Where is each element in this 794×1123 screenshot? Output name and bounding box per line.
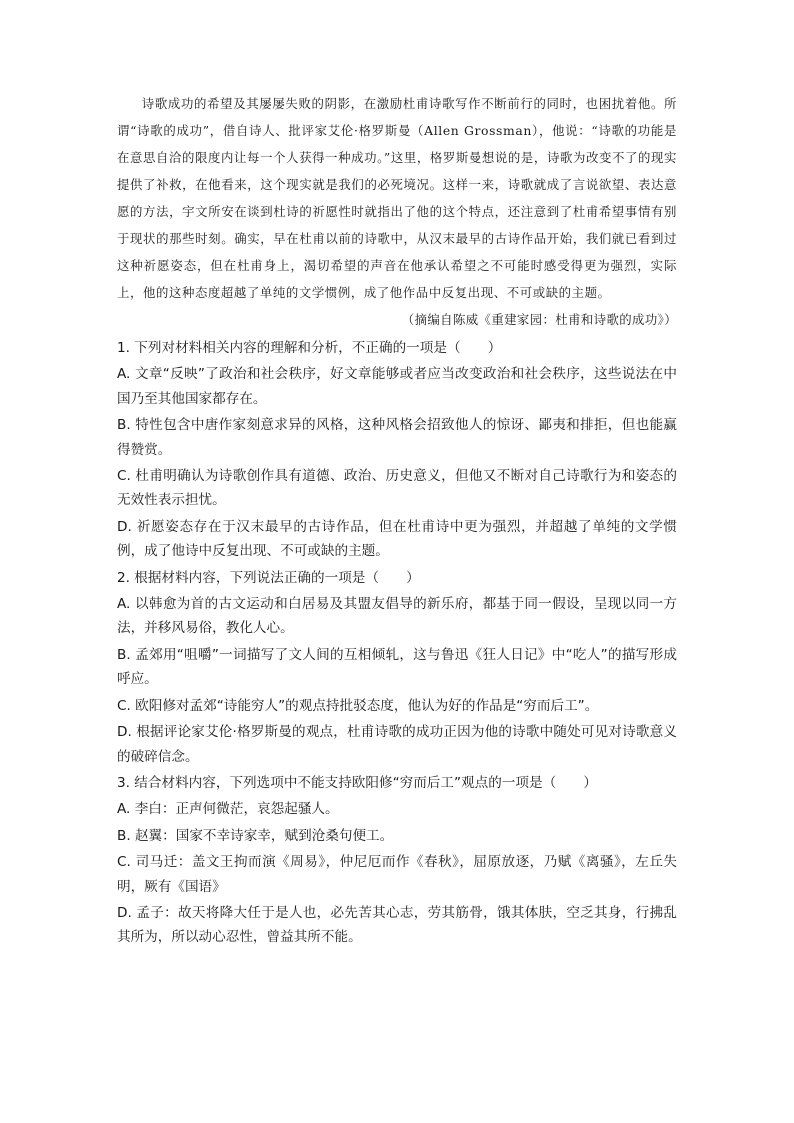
document-page [117, 90, 677, 950]
question-3 [117, 771, 677, 950]
option-b: B. 特性包含中唐作家刻意求异的风格，这种风格会招致他人的惊讶、鄙夷和排拒，但也能赢得赞赏。 [117, 417, 677, 458]
option-d: D. 祈愿姿态存在于汉末最早的古诗作品，但在杜甫诗中更为强烈，并超越了单纯的文学惯例，成了他诗中反复出现、不可或缺的主题。 [117, 518, 677, 560]
option-d: D. 孟子：故天将降大任于是人也，必先苦其心志，劳其筋骨，饿其体肤，空乏其身，行拂乱其所为，所以动心忍性，曾益其所不能。 [117, 904, 677, 946]
option-c: C. 司马迁：盖文王拘而演《周易》，仲尼厄而作《春秋》，屈原放逐，乃赋《离骚》，左丘失明，厥有《国语》 [117, 854, 677, 895]
option-c: C. 杜甫明确认为诗歌创作具有道德、政治、历史意义，但他又不断对自己诗歌行为和姿态的无效性表示担忧。 [117, 468, 677, 509]
option-d: D. 根据评论家艾伦·格罗斯曼的观点，杜甫诗歌的成功正因为他的诗歌中随处可见对诗歌意义的破碎信念。 [117, 724, 677, 765]
option-b: B. 赵翼：国家不幸诗家幸，赋到沧桑句便工。 [117, 827, 394, 844]
option-b: B. 孟郊用“咀嚼”一词描写了文人间的互相倾轧，这与鲁迅《狂人日记》中“吃人”的描写形成呼应。 [117, 646, 677, 688]
question-stem: 2. 根据材料内容，下列说法正确的一项是（ ） [117, 569, 420, 586]
passage-body: 诗歌成功的希望及其屡屡失败的阴影，在激励杜甫诗歌写作不断前行的同时，也困扰着他。所谓“诗歌的成功”，借自诗人、批评家艾伦·格罗斯曼（Allen Grossman），他说：“诗歌的功能是在意思自洽的限度内让每一个人获得一种成功。”这里，格罗斯曼想说的是，诗歌为改变不了的现实提供了补救，在他看来，这个现实就是我们的必死境况。这样一来，诗歌就成了言说欲望、表达意愿的方法，宇文所安在谈到杜诗的祈愿性时就指出了他的这个特点，还注意到了杜甫希望事情有别于现状的那些时刻。确实，早在杜甫以前的诗歌中，从汉末最早的古诗作品开始，我们就已看到过这种祈愿姿态，但在杜甫身上，渴切希望的声音在他承认希望之不可能时感受得更为强烈，实际上，他的这种态度超越了单纯的文学惯例，成了他作品中反复出现、不可或缺的主题。 [117, 96, 677, 300]
question-stem: 3. 结合材料内容，下列选项中不能支持欧阳修“穷而后工”观点的一项是（ ） [117, 774, 597, 791]
option-a: A. 文章“反映”了政治和社会秩序，好文章能够或者应当改变政治和社会秩序，这些说法在中国乃至其他国家都存在。 [117, 366, 677, 407]
option-c: C. 欧阳修对孟郊“诗能穷人”的观点持批驳态度，他认为好的作品是“穷而后工”。 [117, 697, 599, 714]
question-list [117, 336, 677, 950]
question-stem: 1. 下列对材料相关内容的理解和分析，不正确的一项是（ ） [117, 340, 502, 356]
option-a: A. 以韩愈为首的古文运动和白居易及其盟友倡导的新乐府，都基于同一假设，呈现以同一方法，并移风易俗，教化人心。 [117, 596, 677, 637]
question-2 [117, 566, 677, 769]
passage-source: （摘编自陈威《重建家园：杜甫和诗歌的成功》） [401, 312, 677, 327]
question-1 [117, 336, 677, 564]
option-a: A. 李白：正声何微茫，哀怨起骚人。 [117, 801, 339, 818]
